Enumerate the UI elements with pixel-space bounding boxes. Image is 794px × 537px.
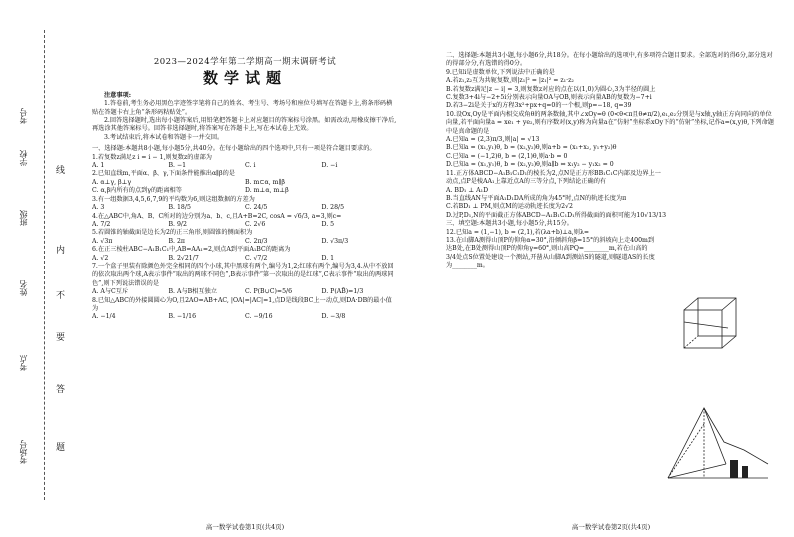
option: C. α,β内所有的点到γ的距离相等 xyxy=(92,187,182,195)
option: B. 2π xyxy=(168,237,185,245)
option: B. 2√21/7 xyxy=(168,254,199,262)
option: A. 1 xyxy=(92,162,105,170)
question-7: 7.一个盒子里装有除颜色外完全相同的四个小球,其中黑球有两个,编号为1,2;红球有两个,编号为3,4.从中不放回的依次取出两个球,A表示事件“取出的两球不同色”,B表示事件“第一次取出的是红球”,C表示事件“取出的两球同色”,则下列说法错误的是 xyxy=(92,262,394,287)
section-1-heading: 一、选择题:本题共8小题,每小题5分,共40分。在每小题给出的四个选项中,只有一项是符合题目要求的。 xyxy=(92,145,376,153)
field-label-name: 姓名 xyxy=(19,280,28,296)
option: A. BD₁ ⊥ A₁D xyxy=(446,186,489,194)
option: C. P(B∪C)=5/6 xyxy=(245,288,293,296)
page-2 xyxy=(446,0,776,537)
option: C.若BD₁ ⊥ PM,则点M的运动轨迹长度为2√2 xyxy=(446,203,573,211)
option: B.已知a = (x₁,y₁)θ, b = (x₂,y₂)θ,则a+b = (x₁+x₂, y₁+y₂)θ xyxy=(446,144,617,152)
option: B. m⊂α, m∥β xyxy=(245,178,285,186)
option: C. 24/5 xyxy=(245,204,268,212)
option: A. 3 xyxy=(92,204,105,212)
option: A. −1/4 xyxy=(92,313,116,321)
field-label-class: 班级 xyxy=(19,210,28,226)
notice-item: 1.答卷前,考生务必用黑色字迹签字笔将自己的姓名、考生号、考场号和座位号填写在答题卡上,将条形码横贴在答题卡右上角“条形码粘贴处”。 xyxy=(92,100,393,116)
field-label-exam-site: 考点 xyxy=(19,355,28,371)
subject-title: 数学试题 xyxy=(202,69,287,88)
option: D. √3π/3 xyxy=(321,237,349,245)
option: A. A与C互斥 xyxy=(92,288,129,296)
option: D.过P,D₁,N的平面截正方体ABCD−A₁B₁C₁D₁所得截面的面积可能为10√13/13 xyxy=(446,211,667,219)
field-label-school: 学校 xyxy=(19,150,28,166)
question-12: 12.已知a = (1,−1), b = (2,1),若(λa+b)⊥a,则λ= xyxy=(446,228,590,236)
question-9-options xyxy=(446,77,776,111)
option: B. −1/16 xyxy=(168,313,197,321)
cut-line xyxy=(44,30,45,500)
option: C.已知a = (−1,2)θ, b = (2,1)θ,则a·b = 0 xyxy=(446,152,568,160)
notice-item: 3.考试结束后,将本试卷和答题卡一并交回。 xyxy=(104,133,224,141)
option: D. 28/5 xyxy=(321,204,345,212)
question-1: 1.若复数z满足z i = i − 1,则复数z的虚部为 xyxy=(92,153,212,161)
option: B.若复数z满足|z − i| = 3,则复数z对应的点在以(1,0)为圆心,3为半径的圆上 xyxy=(446,85,656,93)
page-footer: 高一数学试卷第1页(共4页) xyxy=(205,522,285,531)
option: D. −3/8 xyxy=(321,313,346,321)
question-11-options xyxy=(446,187,671,221)
question-8: 8.已知△ABC的外接圆圆心为O,且2AO=AB+AC, |OA|=|AC|=1,点D是线段BC上一动点,则DA·DB的最小值为 xyxy=(92,296,392,312)
cube-figure xyxy=(678,292,742,354)
question-5: 5.若圆锥的轴截面是边长为2的正三角形,则圆锥的侧面积为 xyxy=(92,229,253,237)
field-label-room: 考场号 xyxy=(19,440,28,464)
question-2-options xyxy=(92,179,398,196)
option: A. α⊥γ, β⊥γ xyxy=(92,178,132,186)
seal-char: 内 xyxy=(56,246,66,256)
question-11: 11.正方体ABCD−A₁B₁C₁D₁的棱长为2,点N是正方形BB₁C₁C内部及边界上一动点,点P是棱AA₁上靠近点A的三等分点,下列结论正确的有 xyxy=(446,169,661,186)
option: B. A与B相互独立 xyxy=(168,288,217,296)
section-2-heading: 二、选择题:本题共3小题,每小题6分,共18分。在每小题给出的选项中,有多项符合题目要求。全部选对的得6分,部分选对的得部分分,有选错的得0分。 xyxy=(446,52,773,68)
page-footer: 高一数学试卷第2页(共4页) xyxy=(571,522,651,531)
option: A. √2 xyxy=(92,254,109,262)
option: C. i xyxy=(245,162,256,170)
option: D.已知a = (x₁,y₁)θ, b = (x₂,y₂)θ,则a∥b ⇔ x₁y₂ − y₁x₂ = 0 xyxy=(446,161,614,169)
seal-char: 答 xyxy=(56,385,66,395)
option: D. −i xyxy=(321,162,338,170)
seal-char: 不 xyxy=(56,291,66,301)
option: D. m⊥α, m⊥β xyxy=(245,187,289,195)
option: C. 2√6 xyxy=(245,220,266,228)
question-6: 6.在正三棱柱ABC−A₁B₁C₁中,AB=AA₁=2,则点A到平面A₁BC的距离为 xyxy=(92,246,291,254)
seal-char: 线 xyxy=(56,166,66,176)
option: A.已知a = (2,3)π/3,则|a| = √13 xyxy=(446,136,540,144)
section-3-heading: 三、填空题:本题共3小题,每小题5分,共15分。 xyxy=(446,220,573,228)
option: C. 2π/3 xyxy=(245,237,268,245)
option: D. 5 xyxy=(321,220,335,228)
seal-char: 要 xyxy=(56,333,66,343)
question-3-options xyxy=(92,204,398,212)
option: B. −1 xyxy=(168,162,187,170)
option: C.复数3+4i与−2+5i分别表示向量OA与OB,则表示向量AB的复数为−7+i xyxy=(446,94,652,102)
option: C. √7/2 xyxy=(245,254,268,262)
option: D. P(AB̄)=1/3 xyxy=(321,288,364,296)
question-10: 10.设Ox,Oy是平面内相交成角θ的两条数轴,其中∠xOy=θ (0<θ<π且θ≠π/2),e₁,e₂分别是与x轴,y轴正方向同向的单位向量,若平面向量a = xe₁ + ye₂,则有序数对(x,y)称为向量a在“仿射”坐标系xOy下的“仿射”坐标,记作a=(x,y)θ,下列命题中是真命题的是 xyxy=(446,110,774,135)
question-7-options xyxy=(92,288,398,296)
option: B. 18/5 xyxy=(168,204,191,212)
notice-item: 2.回答选择题时,选出每小题答案后,用铅笔把答题卡上对应题目的答案标号涂黑。如需改动,用橡皮擦干净后,再选涂其他答案标号。回答非选择题时,将答案写在答题卡上,写在本试卷上无效。 xyxy=(92,117,397,133)
question-4: 4.在△ABC中,角A、B、C所对的边分别为a、b、c,且A+B=2C, cosA = √6/3, a=3,则c= xyxy=(92,212,342,220)
question-10-options xyxy=(446,136,776,170)
binding-margin xyxy=(0,0,66,537)
question-2: 2.已知直线m,平面α、β、γ,下面条件能推出α∥β的是 xyxy=(92,170,235,178)
option: D.若3−2i是关于x的方程3x²+px+q=0的一个根,则p=−18, q=39 xyxy=(446,102,632,110)
question-13: 13.在山脚A测得山顶P的仰角α=30°,沿倾斜角β=15°的斜坡向上走400m到达B处,在B处测得山顶P的仰角γ=60°,则山高PQ=________m,若在山高的3/4处点S位置处建设一个测站,开凿从山脚A到测站S的隧道,则隧道AS的长度为________m。 xyxy=(446,236,655,270)
option: C. −9/16 xyxy=(245,313,273,321)
option: B.当直线AN与平面A₁D₁DA所成的角为45°时,点N的轨迹长度为π xyxy=(446,194,627,202)
seal-char: 题 xyxy=(56,443,66,453)
question-6-options xyxy=(92,255,398,263)
option: D. 1 xyxy=(321,254,335,262)
question-3: 3.有一组数据3,4,5,6,7,9的平均数为6,则这组数据的方差为 xyxy=(92,195,255,203)
question-8-options xyxy=(92,313,398,321)
question-9: 9.已知i是虚数单位,下列说法中正确的是 xyxy=(446,68,555,76)
page-1 xyxy=(92,0,398,537)
mountain-figure xyxy=(664,402,772,484)
question-5-options xyxy=(92,238,398,246)
option: A. 7/2 xyxy=(92,220,111,228)
option: A.若z₁,z₂互为共轭复数,则|z₁|² = |z₁|² = z₁·z₂ xyxy=(446,77,574,85)
option: B. 9/2 xyxy=(168,220,187,228)
notice-heading: 注意事项: xyxy=(104,91,132,99)
option: A. √3π xyxy=(92,237,113,245)
field-label-exam-number: 考号 xyxy=(19,108,28,124)
exam-title: 2023—2024学年第二学期高一期末调研考试 xyxy=(153,57,337,67)
